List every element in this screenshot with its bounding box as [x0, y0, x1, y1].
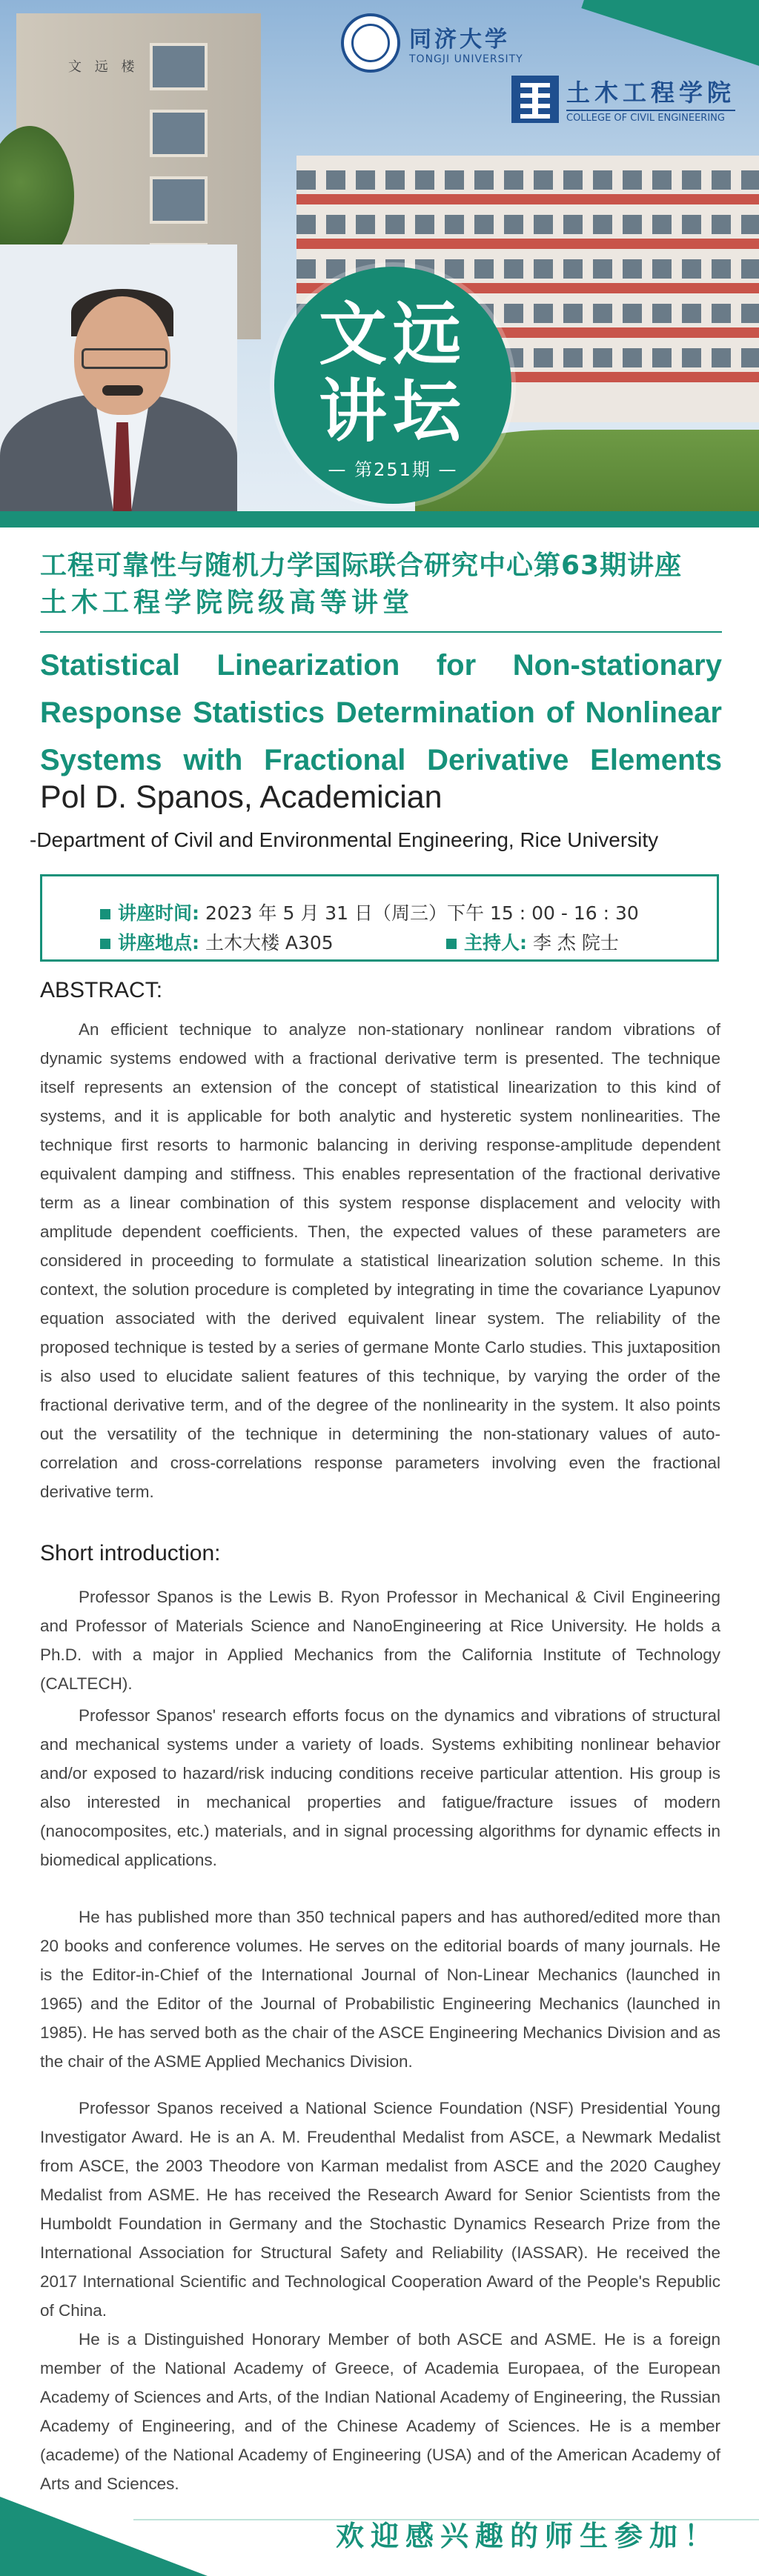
building-sign: 文 远 楼 [68, 59, 139, 75]
lecture-time-row [100, 899, 639, 925]
host-value: 李 杰 院士 [527, 932, 619, 953]
intro-paragraph: Professor Spanos' research efforts focus on the dynamics and vibrations of structural and mechanical systems under a variety of loads. Systems exhibiting nonlinear behavior and/or exposed to hazard/risk inducing conditions receive particular attention. His group is also interested in mechanical properties and fatigue/fracture issues of modern (nanocomposites, etc.) materials, and in signal processing algorithms for dynamic effects in biomedical applications. [40, 1706, 720, 1869]
building-window [150, 176, 208, 224]
abstract-heading: ABSTRACT: [40, 978, 163, 1002]
series-title: 文远 讲坛 [318, 295, 467, 451]
header-banner [0, 0, 759, 527]
lecture-title: Statistical Linearization for Non-stationary Response Statistics Determination of Nonlinear Systems with Fractional Derivative Elements [40, 649, 722, 776]
footer-corner-accent [0, 2497, 208, 2576]
welcome-message: 欢迎感兴趣的师生参加！ [335, 2520, 719, 2552]
university-name-en: TONGJI UNIVERSITY [409, 53, 523, 65]
building-window [150, 110, 208, 157]
lecture-level-heading: 土木工程学院院级高等讲堂 [40, 588, 414, 618]
bullet-square-icon [100, 909, 110, 919]
speaker-affiliation: -Department of Civil and Environmental Engineering, Rice University [30, 828, 659, 851]
lecture-info-box [40, 874, 719, 962]
college-mark-icon [511, 76, 559, 123]
heading-divider [40, 631, 722, 633]
header-divider-band [0, 511, 759, 527]
college-name-en: COLLEGE OF CIVIL ENGINEERING [566, 110, 735, 124]
issue-number: — 第251期 — [328, 459, 458, 480]
speaker-name: Pol D. Spanos, Academician [40, 779, 443, 815]
bullet-square-icon [100, 939, 110, 949]
university-seal-icon [341, 13, 400, 73]
college-name-cn: 土木工程学院 [566, 79, 736, 107]
intro-paragraph: He is a Distinguished Honorary Member of both ASCE and ASME. He is a foreign member of the National Academy of Greece, of Academia Europaea, of the European Academy of Sciences and Arts, of the Indian National Academy of Engineering, the Russian Academy of Engineering, and of the Chinese Academy of Sciences. He is a member (academe) of the National Academy of Engineering (USA) and of the American Academy of Arts and Sciences. [40, 2330, 720, 2493]
intro-heading: Short introduction: [40, 1541, 221, 1565]
series-badge [274, 267, 511, 504]
intro-paragraph: Professor Spanos received a National Science Foundation (NSF) Presidential Young Investigator Award. He is an A. M. Freudenthal Medalist from ASCE, a Newmark Medalist from ASCE, the 2003 Theodore von Karman medalist from ASCE and the 2020 Caughey Medalist from ASME. He has received the Research Award for Senior Scientists from the Humboldt Foundation in Germany and the Stochastic Dynamics Research Prize from the International Association for Structural Safety and Reliability (IASSAR). He received the 2017 International Scientific and Technological Cooperation Award of the People's Republic of China. [40, 2099, 720, 2320]
speaker-portrait [0, 244, 237, 519]
tongji-logo [341, 13, 523, 73]
lecture-series-heading: 工程可靠性与随机力学国际联合研究中心第63期讲座 [40, 550, 683, 581]
abstract-text: An efficient technique to analyze non-stationary nonlinear random vibrations of dynamic systems endowed with a fractional derivative term is presented. The technique itself represents an extension of the concept of statistical linearization to this kind of systems, and it is applicable for both analytic and hysteretic system nonlinearities. The technique first resorts to harmonic balancing in deriving response-amplitude dependent equivalent damping and stiffness. This enables representation of the fractional derivative term as a linear combination of this system response displacement and velocity with amplitude dependent coefficients. Then, the expected values of these parameters are considered in proceeding to formulate a statistical linearization solution scheme. In this context, the solution procedure is completed by integrating in time the covariance Lyapunov equation associated with the derived equivalent linear system. The reliability of the proposed technique is tested by a series of germane Monte Carlo studies. This juxtaposition is also used to elucidate salient features of this technique, by varying the order of the fractional derivative term, and of the degree of the nonlinearity in the system. It also points out the versatility of the technique in determining the non-stationary values of auto-correlation and cross-correlations response parameters involving even the fractional derivative term. [40, 1020, 720, 1501]
university-name-cn: 同济大学 [409, 27, 510, 53]
host-row [446, 928, 619, 955]
bullet-square-icon [446, 939, 457, 949]
place-value: 土木大楼 A305 [199, 932, 334, 953]
intro-paragraph: Professor Spanos is the Lewis B. Ryon Professor in Mechanical & Civil Engineering and Professor of Materials Science and NanoEngineering at Rice University. He holds a Ph.D. with a major in Applied Mechanics from the California Institute of Technology (CALTECH). [40, 1588, 720, 1693]
time-value: 2023 年 5 月 31 日（周三）下午 15 : 00 - 16 : 30 [199, 902, 639, 924]
building-window [150, 43, 208, 90]
college-logo [511, 74, 735, 124]
place-label: 讲座地点: [118, 932, 199, 953]
lecture-place-row [100, 928, 334, 955]
host-label: 主持人: [464, 932, 527, 953]
time-label: 讲座时间: [118, 902, 199, 924]
intro-paragraph: He has published more than 350 technical papers and has authored/edited more than 20 books and conference volumes. He serves on the editorial boards of many journals. He is the Editor-in-Chief of the International Journal of Non-Linear Mechanics (launched in 1965) and the Editor of the Journal of Probabilistic Engineering Mechanics (launched in 1985). He has served both as the chair of the ASCE Engineering Mechanics Division and as the chair of the ASME Applied Mechanics Division. [40, 1908, 720, 2071]
